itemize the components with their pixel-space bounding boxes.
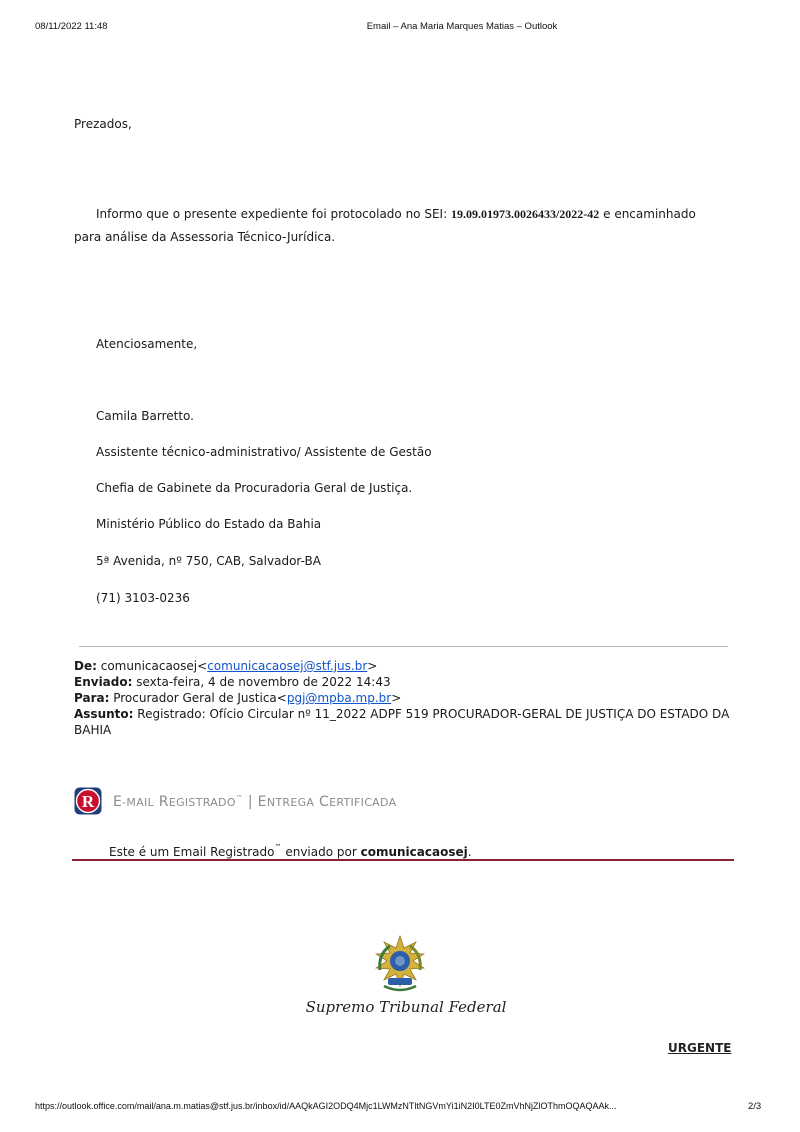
to-email-link[interactable]: pgj@mpba.mp.br — [286, 691, 392, 705]
sent-label: Enviado: — [74, 675, 133, 689]
sent-value: sexta-feira, 4 de novembro de 2022 14:43 — [136, 675, 391, 689]
to-name: Procurador Geral de Justica — [113, 691, 277, 705]
subject-continuation: BAHIA — [74, 723, 112, 737]
paragraph-line-2: para análise da Assessoria Técnico-Jurídica. — [74, 230, 336, 244]
signature-organization: Ministério Público do Estado da Bahia — [96, 517, 322, 531]
paragraph-line-1 — [96, 206, 696, 222]
to-label: Para: — [74, 691, 110, 705]
from-label: De: — [74, 659, 97, 673]
forward-subject — [74, 706, 729, 722]
from-email-link[interactable]: comunicacaosej@stf.jus.br — [207, 659, 368, 673]
stf-name: Supremo Tribunal Federal — [305, 998, 507, 1016]
registered-title: E-MAIL REGISTRADO™ | ENTREGA CERTIFICADA — [113, 794, 397, 810]
forward-to: Para: Procurador Geral de Justica<pgj@mpba.mp.br> — [74, 691, 402, 705]
from-name: comunicacaosej — [100, 659, 198, 673]
separator-rule — [79, 646, 728, 647]
greeting: Prezados, — [74, 117, 132, 131]
signature-department: Chefia de Gabinete da Procuradoria Geral de Justiça. — [96, 481, 413, 495]
registered-rule — [72, 859, 734, 861]
signature-role: Assistente técnico-administrativo/ Assistente de Gestão — [96, 445, 432, 459]
registered-r-icon — [74, 787, 102, 815]
brazil-coat-of-arms-icon — [370, 934, 430, 994]
print-title: Email – Ana Maria Marques Matias – Outlook — [366, 21, 558, 32]
registered-sender: comunicacaosej — [360, 845, 468, 859]
print-url: https://outlook.office.com/mail/ana.m.matias@stf.jus.br/inbox/id/AAQkAGI2ODQ4Mjc1LWMzNTltNGVmYi1iN2I0LTE0ZmVhNjZlOThmOQAQAAk... — [35, 1101, 617, 1111]
print-datetime: 08/11/2022 11:48 — [35, 21, 108, 32]
page-number: 2/3 — [748, 1101, 762, 1112]
paragraph-text-post: e encaminhado — [603, 207, 696, 221]
sei-number: 19.09.01973.0026433/2022-42 — [450, 207, 600, 221]
registered-notice: Este é um Email Registrado™ enviado por comunicacaosej. — [109, 843, 472, 859]
signature-address: 5ª Avenida, nº 750, CAB, Salvador-BA — [96, 554, 321, 568]
urgent-label: URGENTE — [668, 1041, 732, 1055]
subject-label: Assunto: — [74, 707, 134, 721]
signature-phone: (71) 3103-0236 — [96, 591, 190, 605]
closing: Atenciosamente, — [96, 337, 198, 351]
svg-text:R: R — [81, 792, 95, 811]
signature-name: Camila Barretto. — [96, 409, 194, 423]
forward-sent — [74, 674, 391, 690]
forward-from: De: comunicacaosej<comunicacaosej@stf.jus.br> — [74, 659, 378, 673]
subject-value: Registrado: Ofício Circular nº 11_2022 ADPF 519 PROCURADOR-GERAL DE JUSTIÇA DO ESTADO DA — [137, 707, 730, 721]
paragraph-text-pre: Informo que o presente expediente foi protocolado no SEI: — [96, 207, 448, 221]
